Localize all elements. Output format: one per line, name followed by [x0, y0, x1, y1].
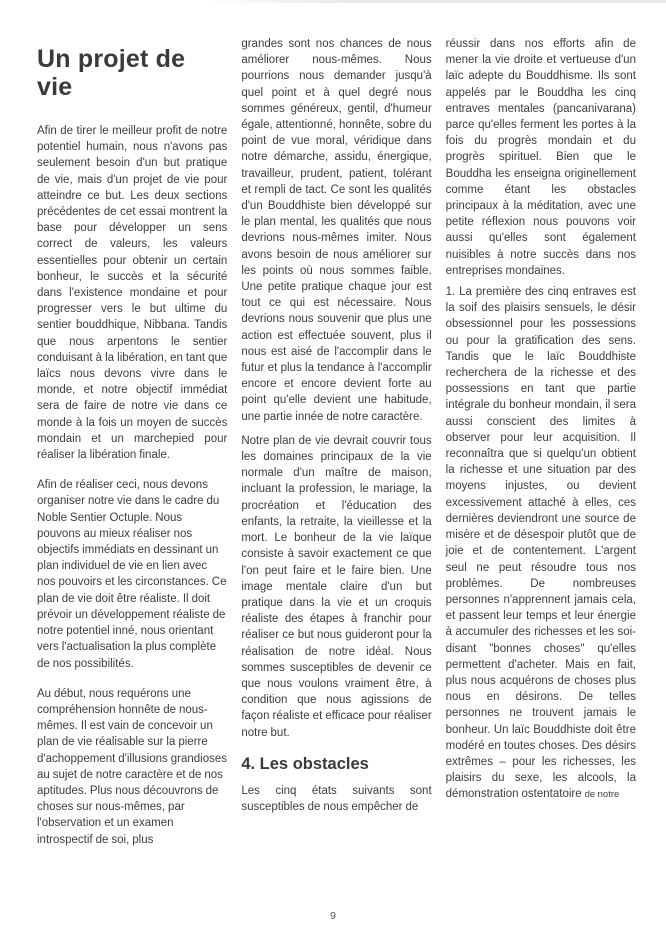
- paragraph-trailing-small-text: de notre: [584, 789, 620, 801]
- paragraph: réussir dans nos efforts afin de mener la vie droite et vertueuse d'un laïc adepte du Bouddhisme. Ils sont appelés par le Bouddha les cinq entraves mentales (pancanivarana) parce qu'elles ferment les portes à la fois du progrès mondain et du progrès spirituel. Bien que le Bouddha les enseigna originellement comme étant les obstacles principaux à la méditation, avec une petite réflexion nous pouvons voir aussi qu'elles sont également nuisibles à notre succès dans nos entreprises mondaines.: [445, 38, 636, 277]
- page-number: 9: [330, 910, 336, 922]
- scan-artifact-top-edge: [205, 0, 666, 3]
- column-2: [241, 36, 431, 862]
- paragraph: Notre plan de vie devrait couvrir tous les domaines principaux de la vie normale d'un maître de maison, incluant la profession, le mariage, la procréation et l'éducation des enfants, la retraite, la vieillesse et la mort. Le bonheur de la vie laïque consiste à savoir exactement ce que l'on peut faire et le faire bien. Une image mentale claire d'un but pratique dans la vie et un croquis réaliste des étapes à franchir pour réaliser ce but nous guideront pour la réalisation de notre idéal. Nous sommes susceptibles de devenir ce que nous voulons vraiment être, à condition que nous agissions de façon réaliste et efficace pour réaliser notre but.: [241, 434, 432, 739]
- paragraph: Au début, nous requérons une compréhension honnête de nous-mêmes. Il est vain de concevoir un plan de vie réalisable sur la pierre d'achoppement d'illusions grandioses au sujet de notre caractère et de nos aptitudes. Plus nous découvrons de choses sur nous-mêmes, par l'observation et un examen introspectif de soi, plus: [37, 687, 228, 846]
- paragraph-text: 1. La première des cinq entraves est la soif des plaisirs sensuels, le désir obsessionnel pour les possessions ou pour la gratification des sens. Tandis que le laïc Bouddhiste recherchera de la richesse et des possessions en tant que partie intégrale du bonheur mondain, il sera aussi conscient des limites à observer pour leur acquisition. Il reconnaîtra que si quelqu'un obtient la richesse et une situation par des moyens injustes, ou devient excessivement attaché à elles, ces dernières deviendront une source de misère et de désespoir plutôt que de joie et de contentement. L'argent seul ne peut résoudre tous nos problèmes. De nombreuses personnes n'apprennent jamais cela, et passent leur temps et leur énergie à accumuler des richesses et les soi-disant "bonnes choses" qu'elles permettent d'acheter. Mais en fait, plus nous acquérons de choses plus nous en désirons. De telles personnes ne trouvent jamais le bonheur. Un laïc Bouddhiste doit être modéré en toutes choses. Des désirs extrêmes – pour les richesses, les plaisirs du sexe, les alcools, la démonstration ostentatoire: [445, 286, 636, 801]
- section-heading-obstacles: 4. Les obstacles: [241, 754, 369, 773]
- page-title: Un projet de vie: [37, 45, 186, 101]
- paragraph: [446, 284, 636, 804]
- column-1: [37, 36, 227, 862]
- paragraph: Afin de réaliser ceci, nous devons organiser notre vie dans le cadre du Noble Sentier Octuple. Nous pouvons au mieux réaliser nos objectifs immédiats en dessinant un plan individuel de vie en lien avec nos pouvoirs et les circonstances. Ce plan de vie doit être réaliste. Il doit prévoir un développement réaliste de notre potentiel inné, nous orientant vers l'actualisation la plus complète de nos possibilités.: [37, 479, 227, 670]
- three-column-layout: [37, 36, 636, 862]
- paragraph: grandes sont nos chances de nous améliorer nous-mêmes. Nous pourrions nous demander jusqu'à quel point et à quel degré nous sommes généreux, gentil, d'humeur égale, attentionné, honnête, sobre du point de vue moral, véridique dans notre démarche, assidu, énergique, travailleur, prudent, patient, tolérant et rempli de tact. Ce sont les qualités d'un Bouddhiste bien développé sur le plan mental, les qualités que nous devrions nous-mêmes imiter. Nous avons besoin de nous améliorer sur les points où nous sommes faible. Une petite pratique chaque jour est tout ce qui est nécessaire. Nous devrions nous souvenir que plus une action est effectuée souvent, plus il nous est aisé de l'accomplir dans le futur et plus la tendance à l'accomplir encore et encore devient forte au point qu'elle devient une habitude, une partie innée de notre caractère.: [241, 38, 432, 423]
- paragraph: Afin de tirer le meilleur profit de notre potentiel humain, nous n'avons pas seulement besoin d'un but pratique de vie, mais d'un projet de vie pour atteindre ce but. Les deux sections précédentes de cet essai montrent la base pour développer un sens correct de valeurs, les valeurs essentielles pour obtenir un certain bonheur, le succès et la sécurité dans l'existence mondaine et pour progresser vers le but ultime du sentier bouddhique, Nibbana. Tandis que nous arpentons le sentier conduisant à la libération, en tant que laïcs nous devons vivre dans le monde, et notre objectif immédiat sera de faire de notre vie dans ce monde à la fois un moyen de succès mondain et un marchepied pour réaliser la libération finale.: [37, 125, 228, 462]
- column-3: [446, 36, 636, 862]
- paragraph: Les cinq états suivants sont susceptibles de nous empêcher de: [241, 784, 432, 813]
